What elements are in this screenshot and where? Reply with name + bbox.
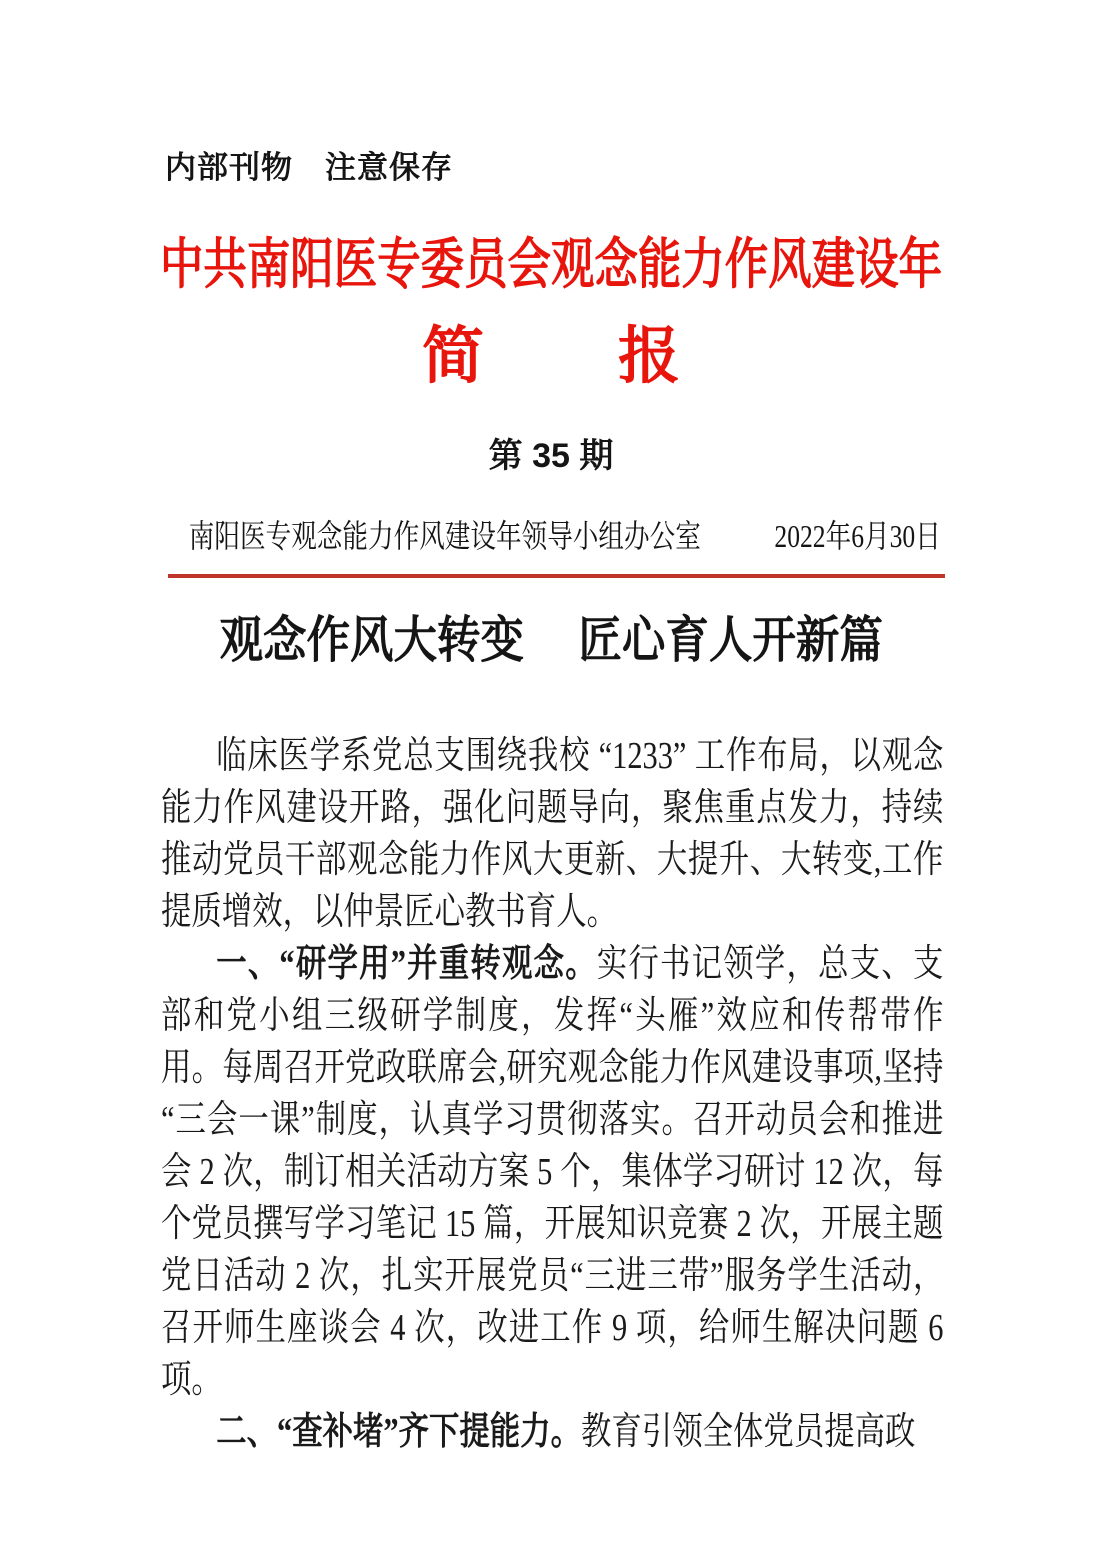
paragraph-text: 实行书记领学，总支、支部和党小组三级研学制度，发挥“头雁”效应和传帮带作用。每周召开党政联席会,研究观念能力作风建设事项,坚持“三会一课”制度，认真学习贯彻落实。召开动员会和推进会 2 次，制订相关活动方案 5 个，集体学习研讨 12 次，每个党员撰写学习笔记 15 篇，开展知识竞赛 2 次，开展主题党日活动 2 次，扎实开展党员“三进三带”服务学生活动，召开师生座谈会 4 次，改进工作 9 项，给师生解决问题 6 项。 bbox=[161, 943, 944, 1401]
paragraph-text: 教育引领全体党员提高政 bbox=[581, 1411, 916, 1453]
paragraph-intro bbox=[161, 730, 943, 938]
classification-note: 内部刊物 注意保存 bbox=[165, 150, 453, 185]
issue-date: 2022年6月30日 bbox=[774, 518, 941, 554]
article-title: 观念作风大转变 匠心育人开新篇 bbox=[219, 612, 883, 668]
article-title-row bbox=[0, 608, 1102, 673]
issuer-name: 南阳医专观念能力作风建设年领导小组办公室 bbox=[188, 518, 701, 554]
paragraph-section-2 bbox=[161, 1406, 943, 1458]
section-heading: 一、“研学用”并重转观念。 bbox=[216, 943, 597, 985]
issue-number: 第 35 期 bbox=[488, 437, 614, 475]
bulletin-title-char-bao: 报 bbox=[618, 323, 681, 391]
issuer-row bbox=[160, 517, 942, 555]
masthead bbox=[0, 233, 1102, 296]
paragraph-section-1 bbox=[161, 938, 943, 1406]
paragraph-text: 临床医学系党总支围绕我校 “1233” 工作布局，以观念能力作风建设开路，强化问题导向，聚焦重点发力，持续推动党员干部观念能力作风大更新、大提升、大转变,工作提质增效，以仲景匠心教书育人。 bbox=[161, 735, 944, 933]
masthead-org-title: 中共南阳医专委员会观念能力作风建设年 bbox=[159, 234, 943, 295]
red-divider-rule bbox=[168, 574, 945, 578]
article-body bbox=[161, 730, 943, 1458]
bulletin-title-char-jian: 简 bbox=[421, 323, 484, 391]
bulletin-title bbox=[0, 322, 1102, 393]
section-heading: 二、“查补堵”齐下提能力。 bbox=[216, 1411, 582, 1453]
